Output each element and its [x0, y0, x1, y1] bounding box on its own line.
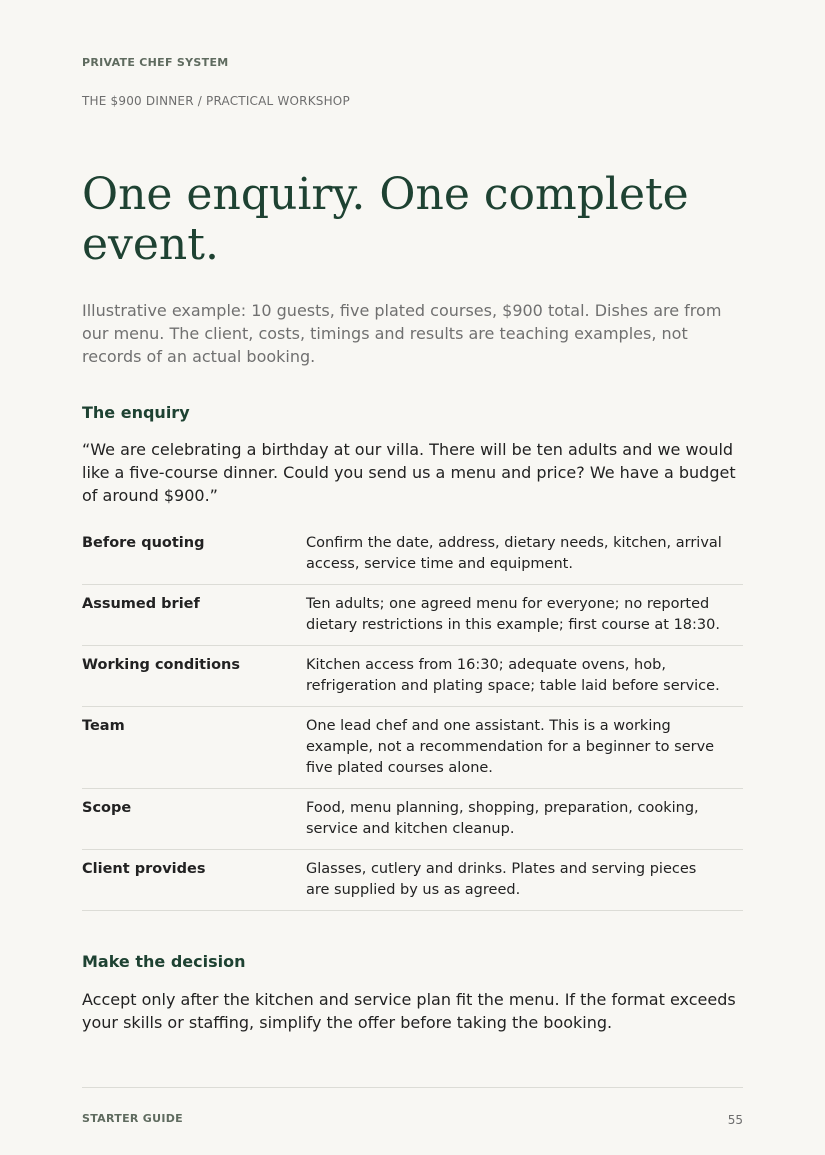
decision-text: Accept only after the kitchen and service plan fit the menu. If the format exceeds your skills or staffing, simplify the offer before taking the booking.	[82, 990, 736, 1032]
details-label: Client provides	[82, 861, 206, 877]
details-value: One lead chef and one assistant. This is a working example, not a recommendation for a beginner to serve five plated courses alone.	[306, 718, 715, 776]
details-row	[82, 524, 743, 585]
footer-label: STARTER GUIDE	[82, 1112, 183, 1125]
details-value: Confirm the date, address, dietary needs, kitchen, arrival access, service time and equipment.	[306, 535, 722, 572]
page-number: 55	[727, 1113, 743, 1127]
details-row	[82, 585, 743, 646]
details-value: Ten adults; one agreed menu for everyone; no reported dietary restrictions in this example; first course at 18:30.	[306, 596, 720, 633]
footer-divider	[82, 1087, 743, 1088]
details-label: Assumed brief	[82, 596, 200, 612]
details-label: Before quoting	[82, 535, 205, 551]
intro-text: Illustrative example: 10 guests, five plated courses, $900 total. Dishes are from our menu. The client, costs, timings and results are teaching examples, not records of an actual booking.	[82, 301, 722, 366]
section-label: THE $900 DINNER / PRACTICAL WORKSHOP	[82, 94, 350, 108]
details-label: Working conditions	[82, 657, 240, 673]
details-row	[82, 646, 743, 707]
details-row	[82, 707, 743, 789]
details-label: Team	[82, 718, 125, 734]
enquiry-quote: “We are celebrating a birthday at our villa. There will be ten adults and we would like a five-course dinner. Could you send us a menu and price? We have a budget of around $900.”	[82, 440, 736, 505]
details-value: Food, menu planning, shopping, preparation, cooking, service and kitchen cleanup.	[306, 800, 699, 837]
enquiry-heading: The enquiry	[82, 403, 190, 422]
details-label: Scope	[82, 800, 132, 816]
details-row	[82, 850, 743, 911]
page-title: One enquiry. One complete event.	[82, 169, 689, 270]
details-row	[82, 789, 743, 850]
details-table	[82, 524, 743, 911]
brand-label: PRIVATE CHEF SYSTEM	[82, 56, 229, 69]
details-value: Glasses, cutlery and drinks. Plates and serving pieces are supplied by us as agreed.	[306, 861, 697, 898]
details-value: Kitchen access from 16:30; adequate ovens, hob, refrigeration and plating space; table laid before service.	[306, 657, 720, 694]
decision-heading: Make the decision	[82, 952, 246, 971]
